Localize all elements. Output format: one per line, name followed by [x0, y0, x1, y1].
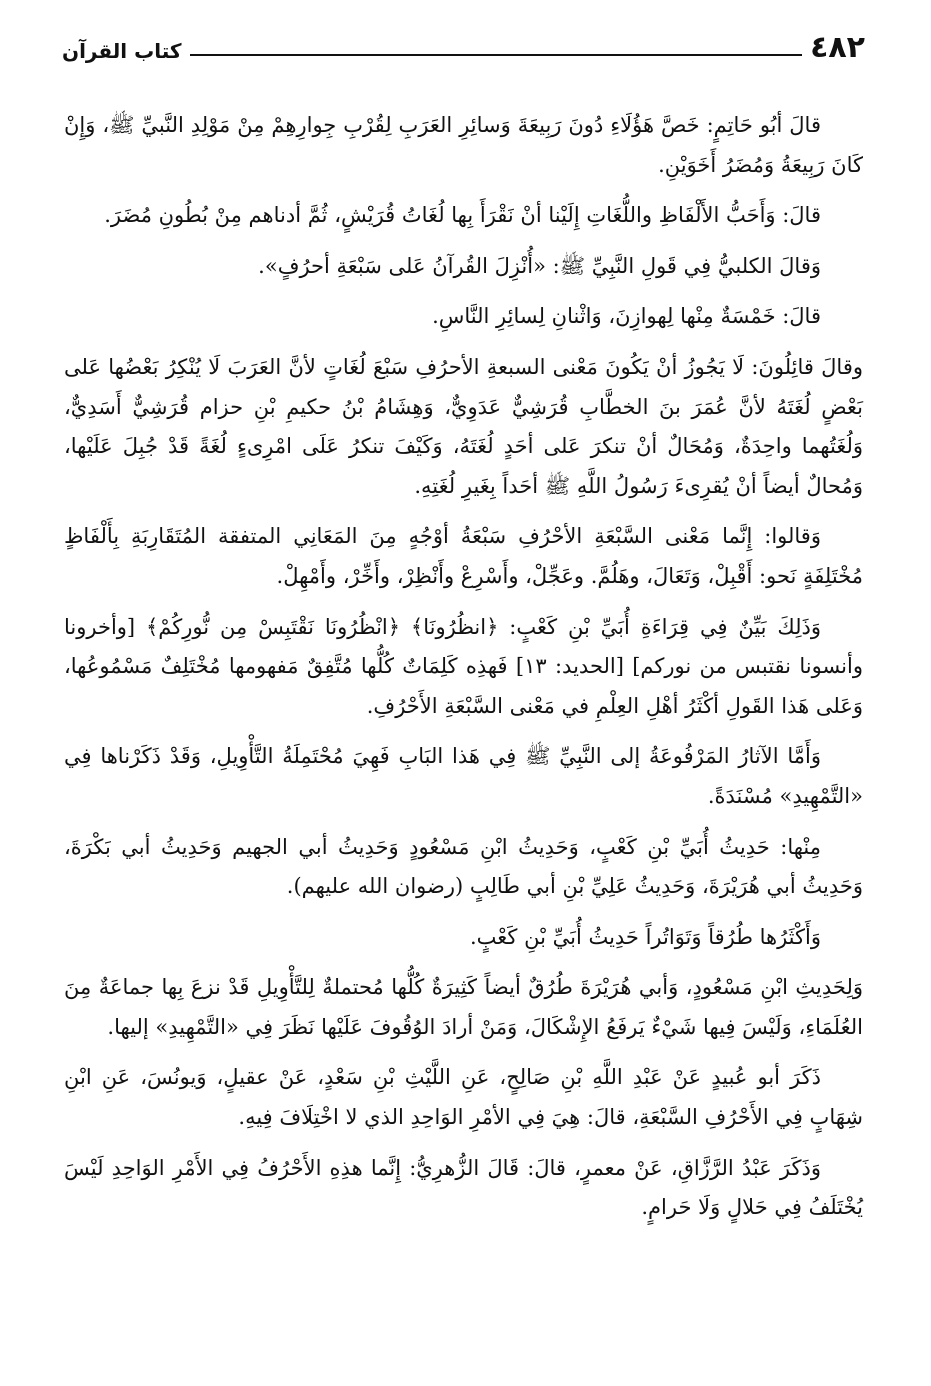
paragraph: وَأَكْثَرُها طُرُقاً وَتَوَاتُراً حَدِيثُ أُبَيِّ بْنِ كَعْبٍ. — [469, 924, 821, 949]
paragraph: وَقالَ الكلبيُّ فِي قَولِ النَّبِيِّ ﷺ: «أُنْزِلَ القُرآنُ عَلى سَبْعَةِ أحرُفٍ». — [258, 253, 821, 278]
paragraph: مِنْها: حَدِيثُ أُبَيِّ بْنِ كَعْبٍ، وَحَدِيثُ ابْنِ مَسْعُودٍ وَحَدِيثُ أبي الجهيم وَحَدِيثُ أبي بَكْرَةَ، وَحَدِيثُ أبي هُرَيْرَةَ، وَحَدِيثُ عَلِيِّ بْنِ أبي طَالِبٍ (رضوان الله عليهم). — [64, 834, 863, 899]
paragraph: قالَ: وَأَحَبُّ الأَلْفَاظِ واللُّغَاتِ إِلَيْنا أنْ نَقْرَأَ بِها لُغَاتُ قُرَيْشٍ، ثُمَّ أدناهم مِنْ بُطُونِ مُضَرَ. — [104, 203, 821, 228]
paragraph: قالَ أبُو حَاتِمٍ: خَصَّ هَؤُلَاءِ دُونَ رَبِيعَةَ وَسائِرِ العَرَبِ لِقُرْبِ جِوارِهِمْ مِنْ مَوْلِدِ النَّبيِّ ﷺ، وَإِنْ كَانَ رَبِيعَةُ وَمُضَرُ أَخَوَيْنِ. — [64, 113, 863, 177]
paragraph: وَلِحَدِيثِ ابْنِ مَسْعُودٍ، وَأبي هُرَيْرَةَ طُرُقٌ أيضاً كَثِيرَةٌ كُلُّها مُحتملةٌ لِلتَّأْوِيلِ قَدْ نزعَ بِها جماعَةٌ مِنَ العُلَمَاءِ، وَلَيْسَ فِيها شَيْءٌ يَرفَعُ الإِشْكَالَ، وَمَنْ أرادَ الوُقُوفَ عَلَيْها نَظَرَ فِي «التَّمْهِيدِ» إليها. — [64, 975, 863, 1039]
header-rule — [190, 54, 803, 56]
running-header — [62, 26, 865, 66]
paragraph: وَذَكَرَ عَبْدُ الرَّزَّاقِ، عَنْ معمرٍ، قالَ: قَالَ الزُّهرِيُّ: إِنَّما هذِهِ الأَحْرُفُ فِي الأَمْرِ الوَاحِدِ لَيْسَ يُخْتَلَفُ فِي حَلالٍ وَلَا حَرامٍ. — [64, 1155, 863, 1220]
paragraph: وقالَ قائِلُونَ: لَا يَجُوزُ أنْ يَكُونَ مَعْنى السبعةِ الأحرُفِ سَبْعَ لُغَاتٍ لأنَّ العَرَبَ لَا يُنْكِرُ بَعْضُها عَلى بَعْضٍ لُغَتَهُ لأنَّ عُمَرَ بنَ الخطَّابِ قُرَشِيٌّ عَدَوِيٌّ، وَهِشَامُ بْنُ حكيمِ بْنِ حزام قُرَشِيٌّ أَسَدِيٌّ، وَلُغَتُهما واحِدَةٌ، وَمُحَالٌ أنْ تنكرَ عَلى أحَدٍ لُغَتَهُ، وَكَيْفَ تنكرُ عَلَى امْرِىءٍ لُغَةً قَدْ جُبِلَ عَلَيْها، وَمُحالٌ أيضاً أنْ يُقرِىءَ رَسُولُ اللَّهِ ﷺ أحَداً بِغَيرِ لُغَتِهِ. — [64, 354, 863, 498]
paragraph: قالَ: خَمْسَةٌ مِنْها لِهوازِنَ، وَاثْنانِ لِسائِرِ النَّاسِ. — [432, 304, 821, 329]
page-number: ٤٨٢ — [810, 30, 865, 65]
paragraph: ذَكَرَ أبو عُبيدٍ عَنْ عَبْدِ اللَّهِ بْنِ صَالِحٍ، عَنِ اللَّيْثِ بْنِ سَعْدٍ، عَنْ عقيلٍ، وَيونُسَ، عَنِ ابْنِ شِهَابٍ فِي الأَحْرُفِ السَّبْعَةِ، قالَ: هِيَ فِي الأمْرِ الوَاحِدِ الذي لا اخْتِلَافَ فِيهِ. — [64, 1065, 863, 1130]
paragraph: وَذَلِكَ بَيِّنٌ فِي قِرَاءَةِ أُبَيِّ بْنِ كَعْبٍ: ﴿انظُرُونَا﴾ ﴿انْظُرُونَا نَقْتَبِسْ مِن نُّورِكُمْ﴾ [وأخرونا وأنسونا نقتبس من نوركم] [الحديد: ١٣] فَهذِه كَلِمَاتٌ كُلُّها مُتَّفِقٌ مَفهومها مُخْتَلِفٌ مَسْمُوعُها، وَعَلى هَذا القَولِ أكْثَرُ أهْلِ العِلْمِ في مَعْنى السَّبْعَةِ الأَحْرُفِ. — [64, 614, 863, 718]
paragraph: وَأَمَّا الآثارُ المَرْفُوعَةُ إلى النَّبِيِّ ﷺ فِي هَذا البَابِ فَهِيَ مُحْتَمِلَةُ التَّأْوِيلِ، وَقَدْ ذَكَرْناها فِي «التَّمْهِيدِ» مُسْنَدَةً. — [64, 744, 863, 808]
body-text — [64, 106, 863, 1239]
book-title: كتاب القرآن — [62, 39, 182, 63]
paragraph: وَقالوا: إِنَّما مَعْنى السَّبْعَةِ الأحْرُفِ سَبْعَةُ أوْجُهٍ مِنَ المَعَانِي المتفقة المُتَقَارِبَةِ بِأَلْفَاظٍ مُخْتَلِفَةٍ نَحو: أَقْبِلْ، وَتَعَالَ، وهَلُمَّ. وعَجِّلْ، وأَسْرِعْ وأَنْظِرْ، وأَخِّرْ، وأَمْهِلْ. — [64, 524, 863, 588]
